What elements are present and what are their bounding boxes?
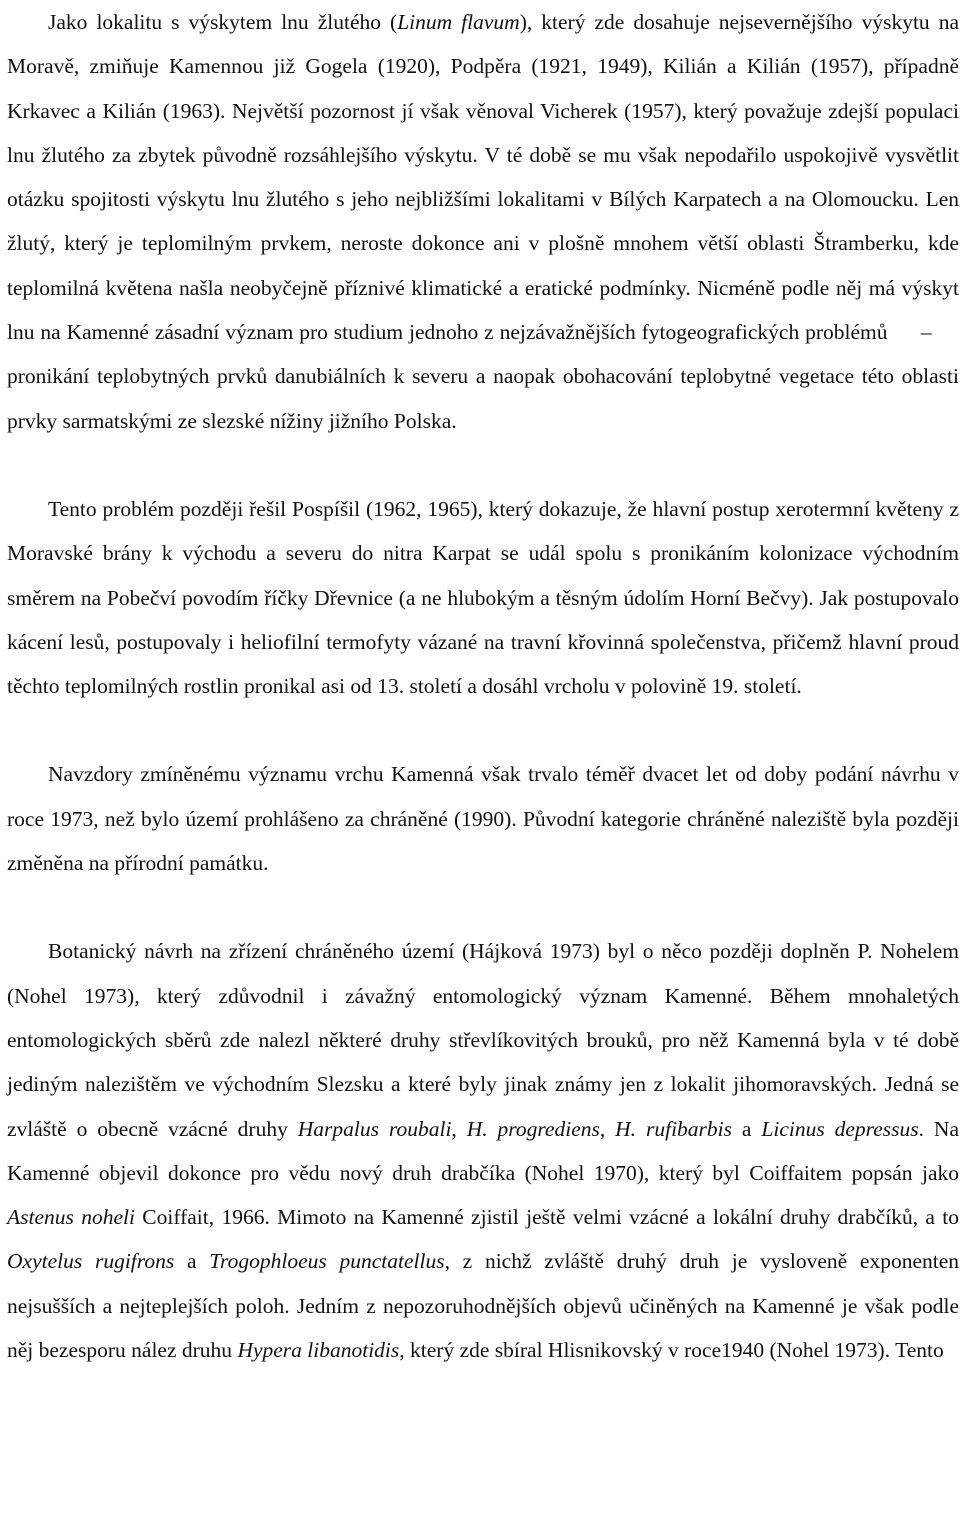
italic-species-name: Astenus noheli — [7, 1205, 135, 1230]
text-segment: Jako lokalitu s výskytem lnu žlutého ( — [48, 10, 398, 34]
text-segment: , — [451, 1116, 467, 1141]
italic-species-name: Hypera libanotidis — [237, 1338, 400, 1363]
text-segment: a — [732, 1116, 762, 1141]
italic-species-name: Oxytelus rugifrons — [7, 1249, 175, 1274]
text-segment: , — [599, 1116, 616, 1141]
paragraph-protection-history — [7, 752, 959, 885]
paragraph-pospisil — [7, 487, 959, 708]
text-segment: ), který zde dosahuje nejsevernějšího výskytu na Moravě, zmiňuje Kamennou již Gogela (1920), Podpěra (1921, 1949), Kilián a Kilián (1957), případně Krkavec a Kilián (1963). Největší pozornost jí však věnoval Vicherek (1957), který považuje zdejší populaci lnu žlutého za zbytek původně rozsáhlejšího výskytu. V té době se mu však nepodařilo uspokojivě vysvětlit otázku spojitosti výskytu lnu žlutého s jeho nejbližšími lokalitami v Bílých Karpatech a na Olomoucku. Len žlutý, který je teplomilným prvkem, neroste dokonce ani v plošně mnohem větší oblasti Štramberku, kde teplomilná květena našla neobyčejně příznivé klimatické a eratické podmínky. Nicméně podle něj má výskyt lnu na Kamenné zásadní význam pro studium jednoho z nejzávažnějších fytogeografických problémů – pronikání teplobytných prvků danubiálních k severu a naopak obohacování teplobytné vegetace této oblasti prvky sarmatskými ze slezské nížiny jižního Polska. — [7, 10, 959, 433]
text-segment: Tento problém později řešil Pospíšil (1962, 1965), který dokazuje, že hlavní postup xerotermní květeny z Moravské brány k východu a severu do nitra Karpat se udál spolu s pronikáním kolonizace východním směrem na Pobečví povodím říčky Dřevnice (a ne hlubokým a těsným údolím Horní Bečvy). Jak postupovalo kácení lesů, postupovaly i heliofilní termofyty vázané na travní křovinná společenstva, přičemž hlavní proud těchto teplomilných rostlin pronikal asi od 13. století a dosáhl vrcholu v polovině 19. století. — [7, 496, 959, 699]
italic-species-name: Trogophloeus punctatellus — [209, 1249, 445, 1274]
italic-species-name: Licinus depressus — [761, 1116, 919, 1141]
text-segment: . Na Kamenné objevil dokonce pro vědu nový druh drabčíka (Nohel 1970), který byl Coiffaitem popsán jako — [7, 1116, 960, 1185]
italic-species-name: H. rufibarbis — [615, 1116, 732, 1141]
paragraph-entomology — [7, 929, 959, 1372]
text-segment: Coiffait, 1966. Mimoto na Kamenné zjistil ještě velmi vzácné a lokální druhy drabčíků, a to — [134, 1205, 960, 1230]
paragraph-linum-flavum — [7, 0, 959, 443]
text-segment: Botanický návrh na zřízení chráněného území (Hájková 1973) byl o něco později doplněn P. Nohelem (Nohel 1973), který zdůvodnil i závažný entomologický význam Kamenné. Během mnohaletých entomologických sběrů zde nalezl některé druhy střevlíkovitých brouků, pro něž Kamenná byla v té době jediným nalezištěm ve východním Slezsku a které byly jinak známy jen z lokalit jihomoravských. Jedná se zvláště o obecně vzácné druhy — [7, 939, 959, 1141]
document-page — [7, 0, 959, 1372]
text-segment: a — [174, 1249, 210, 1274]
text-segment: , který zde sbíral Hlisnikovský v roce1940 (Nohel 1973). Tento — [399, 1338, 944, 1363]
italic-species-name: Linum flavum — [397, 10, 520, 34]
italic-species-name: H. progrediens — [466, 1116, 600, 1141]
italic-species-name: Harpalus roubali — [297, 1116, 452, 1141]
text-segment: , z nichž zvláště druhý druh je vysloveně exponenten nejsušších a nejteplejších poloh. Jedním z nepozoruhodnějších objevů učiněných na Kamenné je však podle něj bezesporu nález druhu — [7, 1249, 960, 1363]
text-segment: Navzdory zmíněnému významu vrchu Kamenná však trvalo téměř dvacet let od doby podání návrhu v roce 1973, než bylo území prohlášeno za chráněné (1990). Původní kategorie chráněné naleziště byla později změněna na přírodní památku. — [7, 762, 959, 876]
